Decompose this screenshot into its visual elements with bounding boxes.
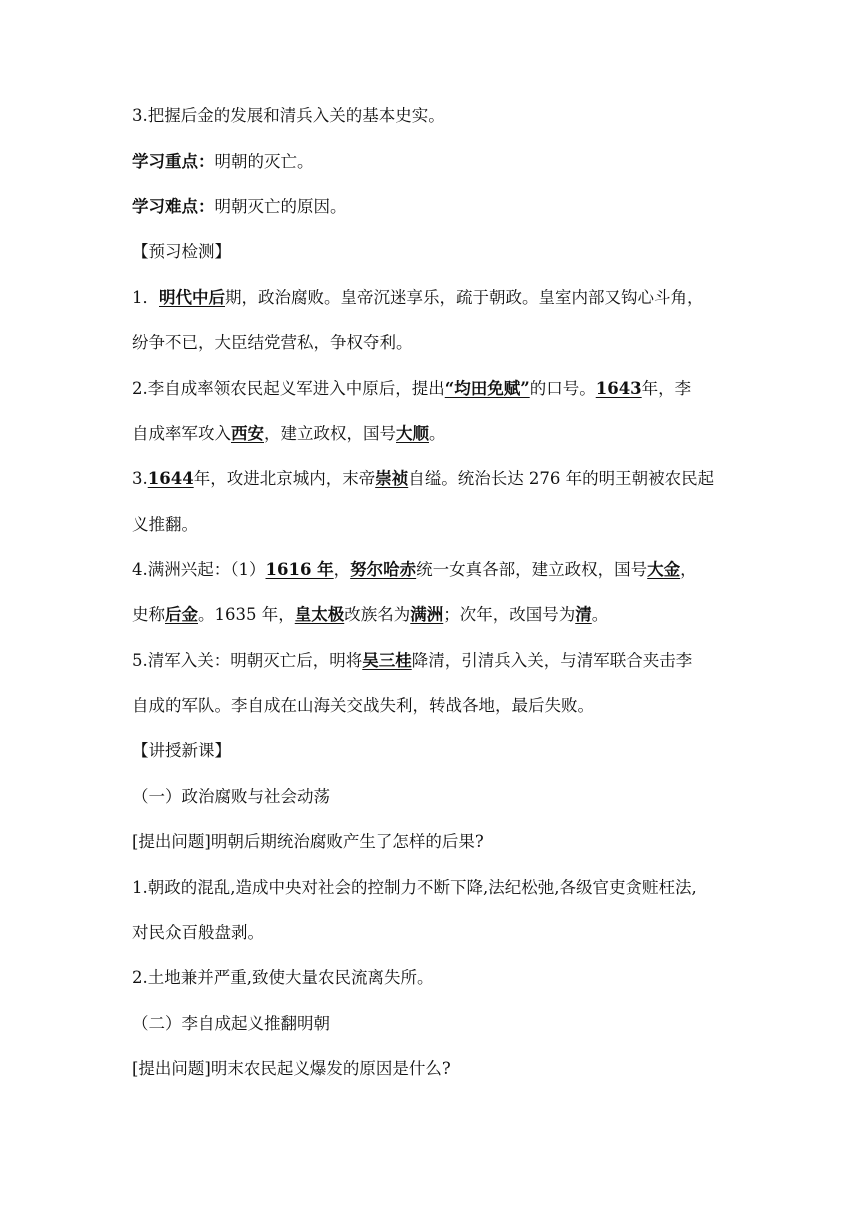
question-prompt-1: [提出问题]明朝后期统治腐败产生了怎样的后果? bbox=[132, 832, 484, 851]
q4-answer-2: 努尔哈赤 bbox=[350, 560, 417, 579]
q5-text-2: 降清，引清兵入关，与清军联合夹击李 bbox=[411, 651, 693, 670]
q3-answer-2: 崇祯 bbox=[375, 469, 409, 488]
q2-answer-1: “均田免赋” bbox=[444, 379, 530, 398]
q3-text-2: 年，攻进北京城内，末帝 bbox=[193, 469, 376, 488]
q1-text-1: 期，政治腐败。皇帝沉迷享乐，疏于朝政。皇室内部又钩心斗角， bbox=[225, 288, 704, 307]
q5-answer-1: 吴三桂 bbox=[362, 651, 412, 670]
q4-text-8: ；次年，改国号为 bbox=[443, 605, 576, 624]
q2-text-5: ，建立政权，国号 bbox=[264, 424, 396, 443]
q3-text-1: 3. bbox=[132, 469, 148, 488]
difficult-point-label: 学习难点： bbox=[132, 197, 215, 216]
difficult-point-line bbox=[132, 195, 752, 219]
question-3-line-2: 义推翻。 bbox=[132, 515, 198, 534]
question-4-line-1 bbox=[132, 558, 752, 582]
question-5-line-1 bbox=[132, 649, 752, 673]
q4-answer-6: 满洲 bbox=[410, 605, 444, 624]
q4-answer-5: 皇太极 bbox=[294, 605, 345, 624]
answer-1-1-line-1: 1.朝政的混乱,造成中央对社会的控制力不断下降,法纪松弛,各级官吏贪赃枉法, bbox=[132, 878, 697, 897]
q3-answer-1: 1644 bbox=[147, 469, 194, 488]
section-2-heading: （二）李自成起义推翻明朝 bbox=[132, 1014, 330, 1033]
q4-answer-7: 清 bbox=[575, 605, 592, 624]
q5-text-1: 5.清军入关：明朝灭亡后，明将 bbox=[132, 651, 363, 670]
q4-text-9: 。 bbox=[591, 605, 609, 624]
q4-text-3: 统一女真各部，建立政权，国号 bbox=[416, 560, 648, 579]
q4-text-5: 史称 bbox=[132, 605, 165, 624]
question-1-line-2: 纷争不已，大臣结党营私，争权夺利。 bbox=[132, 333, 413, 352]
q2-answer-3: 西安 bbox=[231, 424, 264, 443]
key-point-line bbox=[132, 150, 752, 174]
section-1-heading: （一）政治腐败与社会动荡 bbox=[132, 787, 330, 806]
key-point-label: 学习重点： bbox=[132, 152, 215, 171]
q4-answer-4: 后金 bbox=[165, 605, 198, 624]
question-3-line-1 bbox=[132, 467, 752, 491]
q3-text-3: 自缢。统治长达 276 年的明王朝被农民起 bbox=[408, 469, 715, 488]
answer-1-2: 2.土地兼并严重,致使大量农民流离失所。 bbox=[132, 968, 434, 987]
q4-text-2: ， bbox=[333, 560, 351, 579]
q2-text-1: 2.李自成率领农民起义军进入中原后，提出 bbox=[132, 379, 445, 398]
question-2-line-2 bbox=[132, 422, 752, 446]
answer-1-1-line-2: 对民众百般盘剥。 bbox=[132, 923, 264, 942]
q4-text-7: 改族名为 bbox=[344, 605, 411, 624]
q2-text-4: 自成率军攻入 bbox=[132, 424, 231, 443]
question-2-line-1 bbox=[132, 377, 752, 401]
question-1-line-1 bbox=[132, 286, 752, 310]
key-point-text: 明朝的灭亡。 bbox=[214, 152, 314, 171]
q2-answer-4: 大顺 bbox=[396, 424, 429, 443]
difficult-point-text: 明朝灭亡的原因。 bbox=[214, 197, 347, 216]
preview-heading: 【预习检测】 bbox=[132, 242, 231, 261]
q4-answer-1: 1616 年 bbox=[265, 560, 334, 579]
question-4-line-2 bbox=[132, 603, 752, 627]
q2-text-6: 。 bbox=[429, 424, 446, 443]
q1-number: 1． bbox=[132, 288, 159, 307]
q4-text-1: 4.满洲兴起：（1） bbox=[132, 560, 266, 579]
q4-text-4: ， bbox=[680, 560, 697, 579]
q2-text-3: 年，李 bbox=[641, 379, 692, 398]
lecture-heading: 【讲授新课】 bbox=[132, 741, 231, 760]
q4-text-6: 。1635 年， bbox=[198, 605, 295, 624]
q2-answer-2: 1643 bbox=[595, 379, 642, 398]
q2-text-2: 的口号。 bbox=[529, 379, 596, 398]
q4-answer-3: 大金 bbox=[647, 560, 681, 579]
objective-3: 3.把握后金的发展和清兵入关的基本史实。 bbox=[132, 106, 445, 125]
question-prompt-2: [提出问题]明末农民起义爆发的原因是什么? bbox=[132, 1059, 451, 1078]
q1-answer-1: 明代中后 bbox=[159, 288, 225, 307]
question-5-line-2: 自成的军队。李自成在山海关交战失利，转战各地，最后失败。 bbox=[132, 696, 594, 715]
